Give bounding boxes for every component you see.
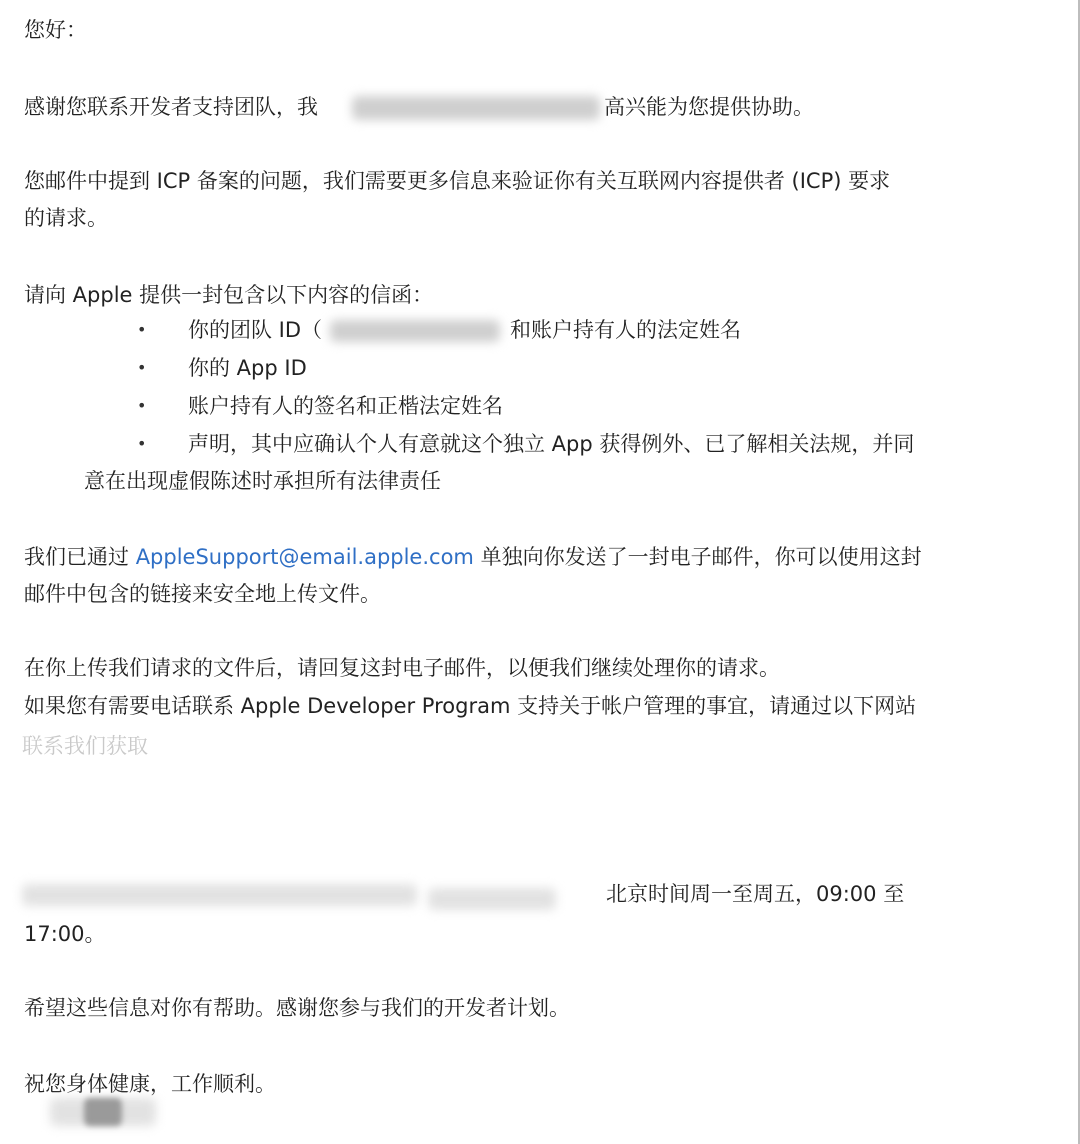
item-app-id: 你的 App ID [188, 356, 307, 380]
apple-support-email-link[interactable]: AppleSupport@email.apple.com [135, 545, 474, 569]
greeting: 您好： [24, 18, 87, 42]
bullet-2: • [137, 358, 147, 377]
hope-line: 希望这些信息对你有帮助。感谢您参与我们的开发者计划。 [24, 996, 570, 1020]
redacted-name [352, 96, 600, 120]
phone-line-cut-text: 联系我们获取 [22, 734, 148, 756]
hours-line-1: 北京时间周一至周五，09:00 至 [606, 882, 905, 906]
email-line-2: 邮件中包含的链接来安全地上传文件。 [24, 582, 381, 606]
intro-part-1: 感谢您联系开发者支持团队，我 [24, 95, 318, 119]
item-statement: 声明，其中应确认个人有意就这个独立 App 获得例外、已了解相关法规，并同 [188, 432, 915, 456]
closing: 祝您身体健康，工作顺利。 [24, 1072, 276, 1096]
item-signature: 账户持有人的签名和正楷法定姓名 [188, 394, 503, 418]
icp-line-1: 您邮件中提到 ICP 备案的问题，我们需要更多信息来验证你有关互联网内容提供者 (ICP) 要求 [24, 169, 891, 193]
email-text-before: 我们已通过 [24, 545, 136, 569]
bullet-1: • [137, 320, 147, 339]
email-text-after: 单独向你发送了一封电子邮件，你可以使用这封 [473, 545, 922, 569]
redacted-contact-1 [22, 884, 417, 906]
redacted-team-id [330, 320, 500, 342]
bullet-3: • [137, 396, 147, 415]
bullet-4: • [137, 434, 147, 453]
item-statement-continued: 意在出现虚假陈述时承担所有法律责任 [84, 469, 441, 493]
reply-line: 在你上传我们请求的文件后，请回复这封电子邮件，以便我们继续处理你的请求。 [24, 656, 780, 680]
phone-line-cut [22, 722, 342, 756]
phone-line: 如果您有需要电话联系 Apple Developer Program 支持关于帐户管理的事宜，请通过以下网站 [24, 694, 917, 718]
intro-part-2: 高兴能为您提供协助。 [604, 95, 814, 119]
email-line-1 [24, 543, 922, 571]
item-team-id-before: 你的团队 ID（ [188, 318, 323, 342]
item-team-id-after: 和账户持有人的法定姓名 [510, 318, 741, 342]
redacted-signature-mark [84, 1098, 122, 1126]
hours-line-2: 17:00。 [24, 922, 106, 946]
redacted-contact-2 [428, 888, 556, 910]
icp-line-2: 的请求。 [24, 206, 108, 230]
request-intro: 请向 Apple 提供一封包含以下内容的信函： [24, 283, 434, 307]
